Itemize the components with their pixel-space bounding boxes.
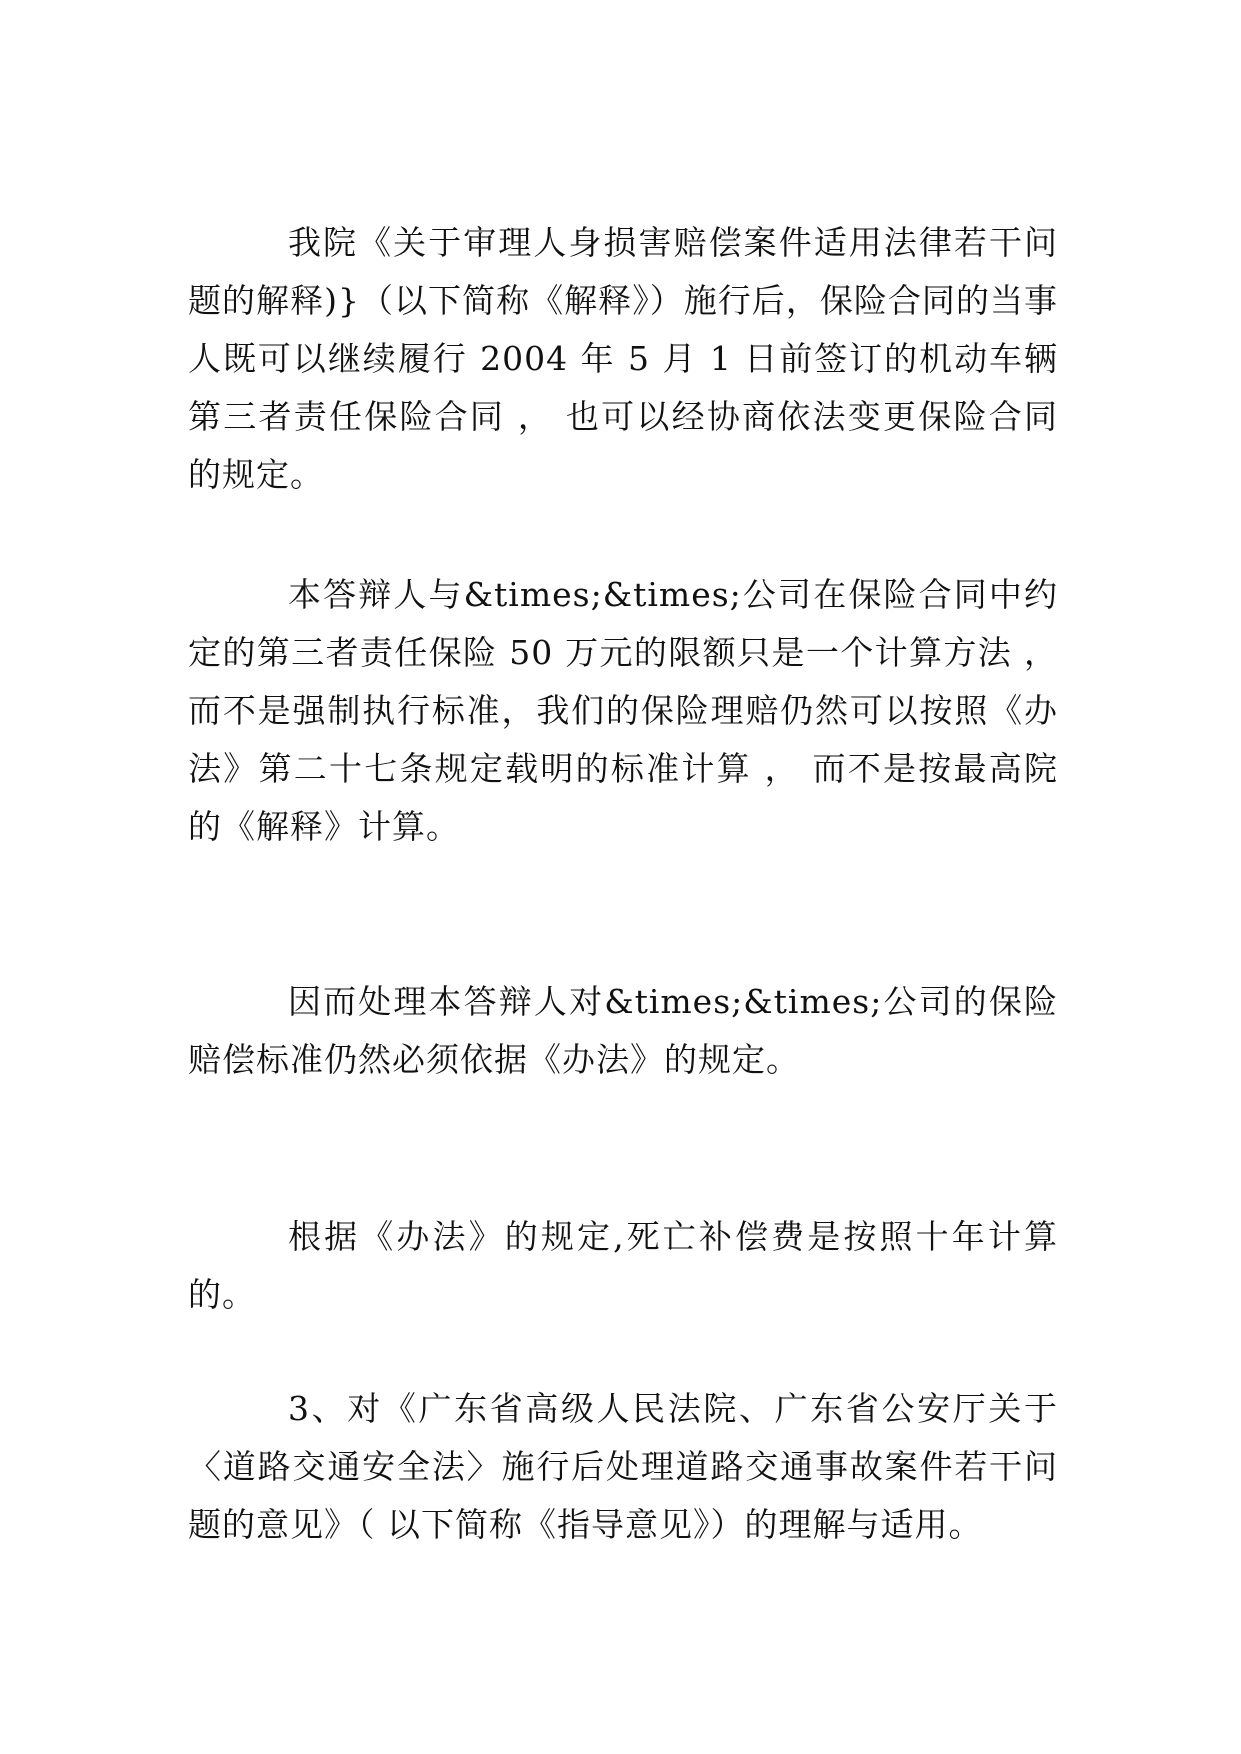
paragraph-death-compensation: 根据《办法》的规定,死亡补偿费是按照十年计算的。	[188, 1217, 1058, 1314]
paragraph-guangdong-guidance-opinion: 3、对《广东省高级人民法院、广东省公安厅关于〈道路交通安全法〉施行后处理道路交通事故案件若干问题的意见》（ 以下简称《指导意见》）的理解与适用。	[188, 1389, 1058, 1544]
paragraph-third-party-liability-limit: 本答辩人与&times;&times;公司在保险合同中约定的第三者责任保险 50 万元的限额只是一个计算方法 ， 而不是强制执行标准，我们的保险理赔仍然可以按照《办法》第二十七条规定载明的标准计算 ， 而不是按最高院的《解释》计算。	[188, 575, 1058, 846]
paragraph-compensation-standard: 因而处理本答辩人对&times;&times;公司的保险赔偿标准仍然必须依据《办法》的规定。	[188, 982, 1058, 1079]
paragraph-interpretation-insurance-contract: 我院《关于审理人身损害赔偿案件适用法律若干问题的解释)}（以下简称《解释》）施行后，保险合同的当事人既可以继续履行 2004 年 5 月 1 日前签订的机动车辆第三者责任保险合同 ， 也可以经协商依法变更保险合同的规定。	[188, 223, 1058, 494]
